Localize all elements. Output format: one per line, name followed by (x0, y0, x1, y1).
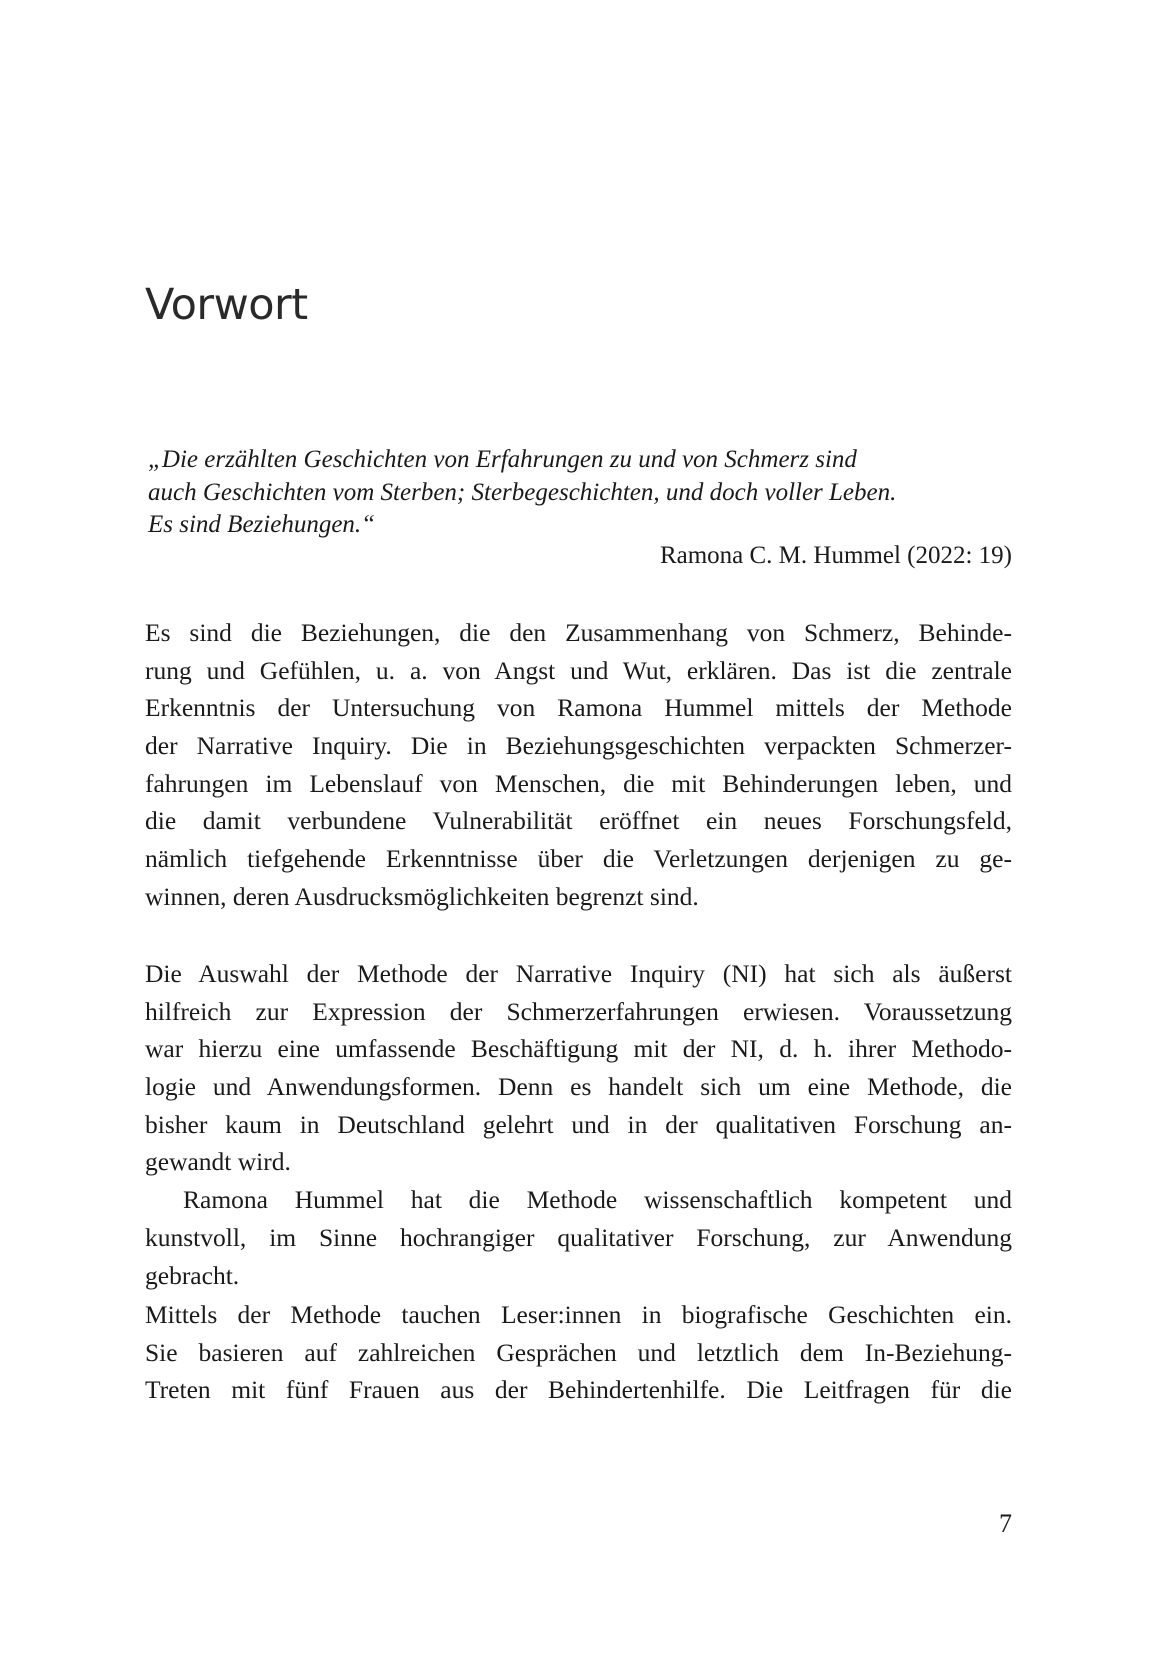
page-number: 7 (999, 1509, 1012, 1538)
epigraph-attribution: Ramona C. M. Hummel (2022: 19) (659, 542, 1012, 569)
text-line: Die Auswahl der Methode der Narrative Inquiry (NI) hat sich als äußerst (145, 959, 1012, 988)
text-line: Erkenntnis der Untersuchung von Ramona Hummel mittels der Methode (145, 693, 1012, 723)
text-line: gewandt wird. (145, 1147, 291, 1177)
text-line: hilfreich zur Expression der Schmerzerfahrungen erwiesen. Voraussetzung (145, 996, 1012, 1026)
text-line: Ramona Hummel hat die Methode wissenschaftlich kompetent und (183, 1185, 1012, 1215)
epigraph-line: Es sind Beziehungen.“ (148, 511, 376, 538)
text-line: Treten mit fünf Frauen aus der Behindertenhilfe. Die Leitfragen für die (145, 1375, 1012, 1405)
text-line: nämlich tiefgehende Erkenntnisse über die Verletzungen derjenigen zu ge- (145, 844, 1012, 874)
text-line: Es sind die Beziehungen, die den Zusammenhang von Schmerz, Behinde- (145, 618, 1012, 647)
paragraph-1 (145, 614, 1012, 916)
page-title: Vorwort (145, 280, 308, 330)
text-line: die damit verbundene Vulnerabilität eröffnet ein neues Forschungsfeld, (145, 806, 1012, 836)
text-line: logie und Anwendungsformen. Denn es handelt sich um eine Methode, die (145, 1072, 1012, 1102)
epigraph-quote (148, 444, 1012, 542)
text-line: bisher kaum in Deutschland gelehrt und in der qualitativen Forschung an- (145, 1109, 1012, 1139)
text-line: fahrungen im Lebenslauf von Menschen, die mit Behinderungen leben, und (145, 768, 1012, 798)
paragraph-3 (145, 1296, 1012, 1409)
epigraph-line: auch Geschichten vom Sterben; Sterbegeschichten, und doch voller Leben. (148, 478, 897, 506)
text-line: war hierzu eine umfassende Beschäftigung mit der NI, d. h. ihrer Methodo- (145, 1034, 1012, 1064)
text-line: kunstvoll, im Sinne hochrangiger qualitativer Forschung, zur Anwendung (145, 1222, 1012, 1252)
text-line: rung und Gefühlen, u. a. von Angst und Wut, erklären. Das ist die zentrale (145, 655, 1012, 685)
text-line: Sie basieren auf zahlreichen Gesprächen und letztlich dem In-Beziehung- (145, 1337, 1012, 1367)
epigraph-line: „Die erzählten Geschichten von Erfahrungen zu und von Schmerz sind (148, 446, 857, 473)
text-line: der Narrative Inquiry. Die in Beziehungsgeschichten verpackten Schmerzer- (145, 731, 1012, 761)
text-line: Mittels der Methode tauchen Leser:innen in biografische Geschichten ein. (145, 1300, 1012, 1329)
text-line: winnen, deren Ausdrucksmöglichkeiten begrenzt sind. (145, 881, 699, 911)
paragraph-2 (145, 955, 1012, 1294)
text-line: gebracht. (145, 1260, 240, 1290)
